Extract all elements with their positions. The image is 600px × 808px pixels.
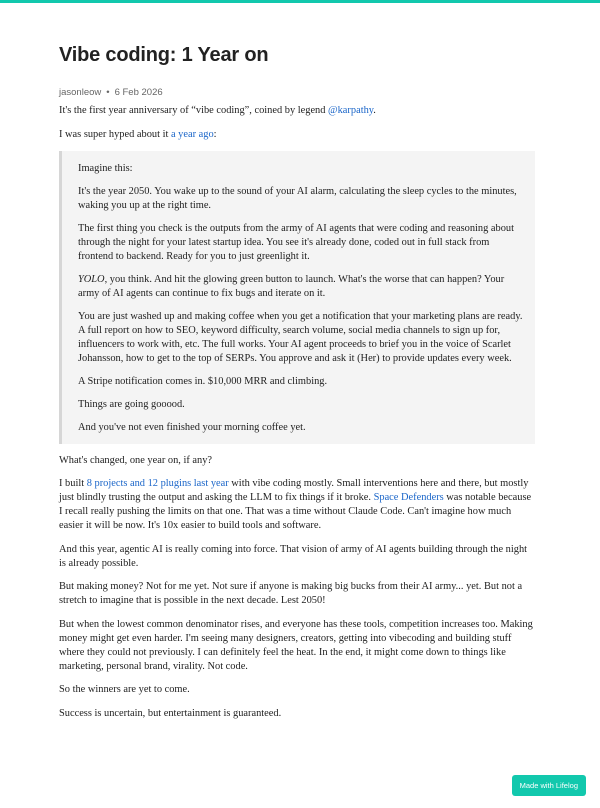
made-with-lifelog-button[interactable]: Made with Lifelog [512, 775, 586, 796]
quote-paragraph-yolo [78, 273, 523, 301]
space-defenders-link[interactable]: Space Defenders [373, 492, 444, 503]
projects-text-b: with vibe coding mostly. Small interventions here and there, but mostly just blindly trusting the output and asking the LLM to fix things if it broke. [59, 478, 529, 503]
paragraph-projects [59, 477, 535, 533]
page-title: Vibe coding: 1 Year on [59, 44, 269, 66]
post-meta [59, 87, 535, 98]
quote-paragraph: A Stripe notification comes in. $10,000 MRR and climbing. [78, 376, 328, 387]
article [59, 44, 535, 730]
paragraph-winners: So the winners are yet to come. [59, 684, 190, 695]
quote-paragraph: Things are going gooood. [78, 399, 185, 410]
top-accent-bar [0, 0, 600, 3]
projects-plugins-link[interactable]: 8 projects and 12 plugins last year [86, 478, 229, 489]
yolo-text: , you think. And hit the glowing green button to launch. What's the worse that can happen? Your army of AI agents can continue to fix bugs and iterate on it. [78, 274, 505, 299]
paragraph-success: Success is uncertain, but entertainment is guaranteed. [59, 707, 282, 719]
quote-paragraph: Imagine this: [78, 163, 133, 174]
paragraph-agentic: And this year, agentic AI is really coming into force. That vision of army of AI agents building through the night is already possible. [59, 543, 528, 569]
paragraph-competition: But when the lowest common denominator rises, and everyone has these tools, competition increases too. Making money might get even harder. I'm seeing many designers, creators, getting into vibecoding and building stuff where they could not previously. I can definitely feel the heat. In the end, it might come down to things like marketing, personal brand, virality. Not code. [59, 618, 533, 672]
meta-separator: • [106, 87, 110, 98]
quote-paragraph: And you've not even finished your morning coffee yet. [78, 422, 306, 433]
intro-text: It's the first year anniversary of “vibe coding”, coined by legend [59, 105, 329, 116]
post-date: 6 Feb 2026 [114, 87, 163, 98]
paragraph-money: But making money? Not for me yet. Not sure if anyone is making big bucks from their AI army... yet. But not a stretch to imagine that is possible in the next decade. Lest 2050! [59, 581, 523, 606]
a-year-ago-link[interactable]: a year ago [170, 128, 214, 140]
quote-block [59, 151, 535, 444]
paragraph-hyped [59, 128, 535, 142]
projects-text-a: I built [59, 478, 87, 489]
paragraph-whats-changed: What's changed, one year on, if any? [59, 454, 213, 466]
quote-paragraph: The first thing you check is the outputs from the army of AI agents that were coding and reasoning about through the night for your latest startup idea. You see it's already done, coded out in full stack from frontend to backend. Ready for you to just greenlight it. [78, 223, 515, 262]
intro-tail: . [373, 105, 376, 116]
quote-paragraph: You are just washed up and making coffee when you get a notification that your marketing plans are ready. A full report on how to SEO, keyword difficulty, search volume, social media channels to sign up for, influencers to work with, etc. The full works. Your AI agent proceeds to brief you in the voice of Scarlet Johansson, how to get to the top of SERPs. You approve and ask it (Her) to provide updates every week. [78, 311, 523, 364]
quote-paragraph: It's the year 2050. You wake up to the sound of your AI alarm, calculating the sleep cycles to the minutes, waking you up at the right time. [78, 186, 517, 211]
projects-text-c: was notable because I recall really pushing the limits on that one. That was a time without Claude Code. Can't imagine how much easier it will be now. It's 10x easier to build tools and software. [59, 492, 532, 531]
yolo-emphasis: YOLO [78, 274, 105, 285]
paragraph-intro [59, 104, 535, 118]
hyped-text: I was super hyped about it [59, 128, 171, 140]
karpathy-link[interactable]: @karpathy [328, 105, 374, 116]
hyped-tail: : [213, 128, 217, 140]
author-name: jasonleow [59, 87, 102, 98]
